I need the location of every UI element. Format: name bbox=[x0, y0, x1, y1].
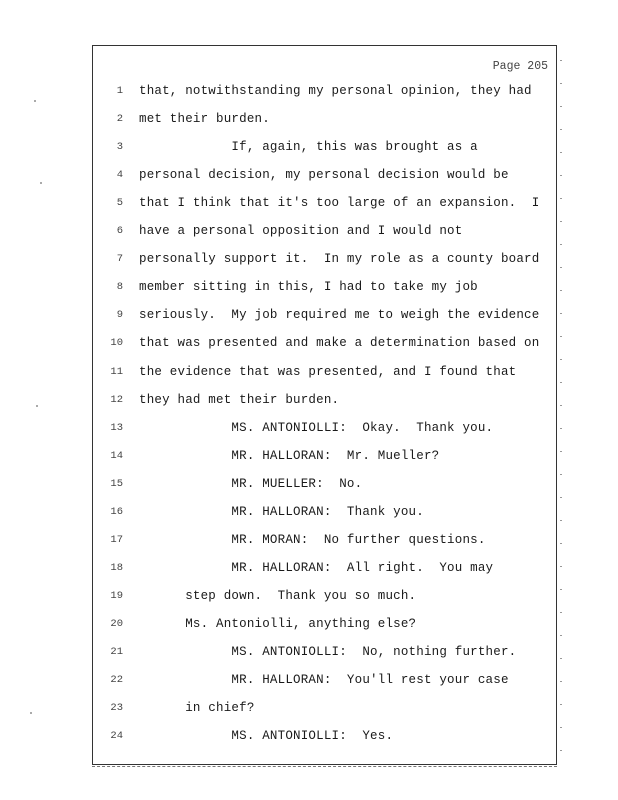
scan-speck bbox=[560, 612, 562, 613]
scan-speck bbox=[560, 382, 562, 383]
scan-speck bbox=[560, 635, 562, 636]
line-text: MR. HALLORAN: Mr. Mueller? bbox=[139, 448, 440, 463]
line-number: 4 bbox=[116, 169, 123, 182]
scan-speck bbox=[560, 428, 562, 429]
scan-speck bbox=[560, 313, 562, 314]
line-text: MS. ANTONIOLLI: No, nothing further. bbox=[139, 645, 517, 659]
line-number: 1 bbox=[116, 85, 123, 97]
line-number: 2 bbox=[116, 113, 123, 126]
line-number: 21 bbox=[110, 646, 123, 658]
line-number: 23 bbox=[110, 702, 123, 715]
scan-speck bbox=[560, 497, 562, 498]
line-text: that was presented and make a determination based on bbox=[139, 336, 540, 351]
line-number: 11 bbox=[110, 365, 123, 378]
line-number: 9 bbox=[116, 309, 123, 322]
line-number: 6 bbox=[116, 225, 123, 238]
line-text: MR. MUELLER: No. bbox=[139, 476, 363, 491]
scan-speck bbox=[560, 474, 562, 475]
line-number: 17 bbox=[110, 533, 123, 546]
line-number: 8 bbox=[116, 281, 123, 294]
line-text: have a personal opposition and I would not bbox=[139, 224, 463, 239]
scan-speck bbox=[560, 543, 562, 544]
line-number: 18 bbox=[110, 561, 123, 574]
scan-speck bbox=[560, 727, 562, 728]
scan-speck bbox=[560, 83, 562, 84]
scan-speck bbox=[560, 359, 562, 360]
scan-speck bbox=[560, 336, 562, 337]
line-text: MR. HALLORAN: All right. You may bbox=[139, 560, 494, 575]
bottom-rule bbox=[92, 766, 557, 767]
line-number: 3 bbox=[116, 141, 123, 154]
line-number: 16 bbox=[110, 505, 123, 518]
line-number: 10 bbox=[110, 337, 123, 350]
line-text: MR. HALLORAN: You'll rest your case bbox=[139, 673, 509, 688]
line-number: 12 bbox=[110, 393, 123, 406]
scan-speck bbox=[40, 182, 42, 184]
line-text: in chief? bbox=[139, 701, 255, 716]
line-text: If, again, this was brought as a bbox=[139, 140, 478, 155]
line-number: 15 bbox=[110, 477, 123, 490]
line-text: step down. Thank you so much. bbox=[139, 588, 417, 603]
line-number: 24 bbox=[110, 730, 123, 743]
line-text: that, notwithstanding my personal opinion, they had bbox=[139, 84, 532, 98]
scan-speck bbox=[560, 451, 562, 452]
line-number: 14 bbox=[110, 449, 123, 462]
line-number: 20 bbox=[110, 617, 123, 630]
line-text: MS. ANTONIOLLI: Yes. bbox=[139, 729, 394, 744]
line-text: MR. MORAN: No further questions. bbox=[139, 532, 486, 547]
scan-speck bbox=[560, 267, 562, 268]
scan-speck bbox=[560, 129, 562, 130]
scan-speck bbox=[560, 405, 562, 406]
scan-speck bbox=[560, 244, 562, 245]
line-text: MS. ANTONIOLLI: Okay. Thank you. bbox=[139, 420, 494, 435]
scan-speck bbox=[560, 290, 562, 291]
scan-speck bbox=[34, 100, 36, 102]
scan-speck bbox=[560, 681, 562, 682]
line-text: personal decision, my personal decision would be bbox=[139, 168, 509, 183]
page-number: Page 205 bbox=[492, 60, 548, 73]
transcript-page bbox=[92, 45, 557, 765]
line-number: 7 bbox=[116, 253, 123, 266]
line-text: the evidence that was presented, and I found that bbox=[139, 364, 517, 379]
scan-speck bbox=[36, 405, 38, 407]
scan-speck bbox=[560, 704, 562, 705]
scan-speck bbox=[560, 589, 562, 590]
line-text: seriously. My job required me to weigh the evidence bbox=[139, 308, 540, 323]
scan-speck bbox=[560, 566, 562, 567]
line-number: 22 bbox=[110, 674, 123, 687]
line-text: Ms. Antoniolli, anything else? bbox=[139, 616, 417, 631]
line-text: MR. HALLORAN: Thank you. bbox=[139, 504, 424, 519]
scan-speck bbox=[560, 750, 562, 751]
scan-speck bbox=[560, 658, 562, 659]
scan-speck bbox=[560, 60, 562, 61]
line-text: that I think that it's too large of an expansion. I bbox=[139, 196, 540, 211]
line-number: 5 bbox=[116, 197, 123, 210]
line-text: personally support it. In my role as a county board bbox=[139, 252, 540, 267]
scan-speck bbox=[560, 198, 562, 199]
scan-speck bbox=[560, 221, 562, 222]
scan-speck bbox=[30, 712, 32, 714]
scan-speck bbox=[560, 175, 562, 176]
scan-speck bbox=[560, 520, 562, 521]
line-text: member sitting in this, I had to take my job bbox=[139, 280, 478, 295]
line-number: 19 bbox=[110, 589, 123, 602]
line-text: met their burden. bbox=[139, 112, 270, 127]
scan-speck bbox=[560, 152, 562, 153]
scan-speck bbox=[560, 106, 562, 107]
line-text: they had met their burden. bbox=[139, 392, 340, 407]
line-number: 13 bbox=[110, 421, 123, 434]
